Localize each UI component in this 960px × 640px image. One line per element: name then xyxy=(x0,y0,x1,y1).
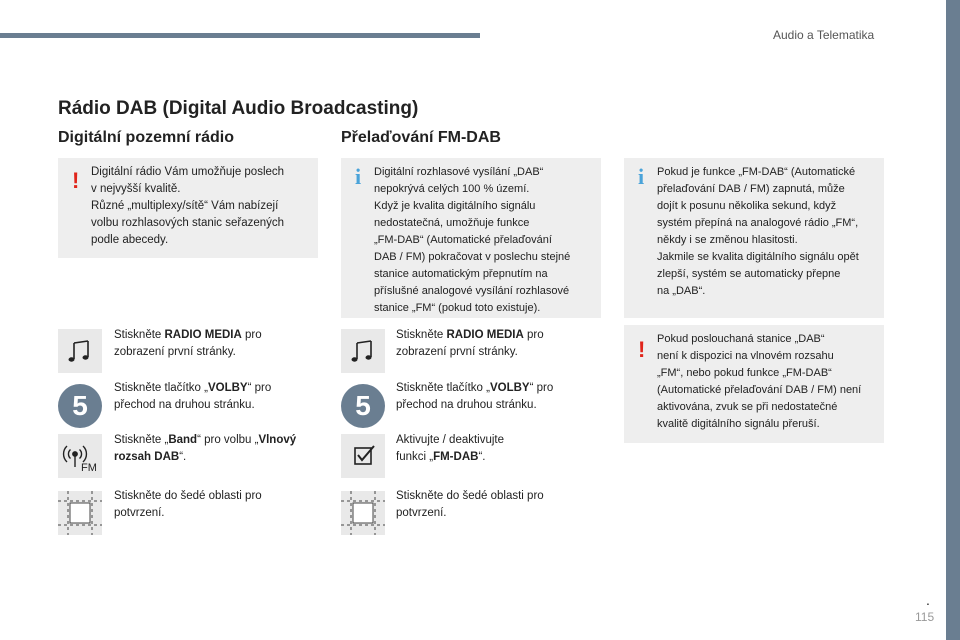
warning-icon: ! xyxy=(72,168,80,193)
section-label: Audio a Telematika xyxy=(773,28,875,42)
right-warning-box xyxy=(624,325,884,443)
info-icon: i xyxy=(638,164,645,189)
page-number: 115 xyxy=(915,610,935,624)
step-text: “ pro přechod na druhou stránku. xyxy=(396,382,554,411)
right-step-1 xyxy=(396,327,586,361)
step-text: Stiskněte xyxy=(114,329,165,341)
step-text: “ pro volbu „ xyxy=(197,434,259,446)
step-text: Aktivujte / deaktivujte funkci „ xyxy=(396,434,505,463)
right-step-3 xyxy=(396,432,536,466)
step-text: pro zobrazení první stránky. xyxy=(114,329,262,358)
left-step-3 xyxy=(114,432,319,466)
info-box-2-text: Pokud je funkce „FM-DAB“ (Automatické přelaďování DAB / FM) zapnutá, může dojít k posunu několika sekund, když systém přepíná na analogové rádio „FM“, někdy i se změnou hlasitosti. Jakmile se kvalita digitálního signálu opět zlepší, systém se automaticky přepne na „DAB“. xyxy=(657,166,859,297)
left-step-2 xyxy=(114,380,314,414)
step-bold: FM-DAB xyxy=(433,451,479,463)
step-text: “. xyxy=(478,451,486,463)
svg-text:FM: FM xyxy=(81,462,97,474)
step-text: Stiskněte do šedé oblasti pro potvrzení. xyxy=(114,490,262,519)
info-box-2 xyxy=(624,158,884,318)
step-bold: Vlnový rozsah DAB xyxy=(114,434,297,463)
step-bold: RADIO MEDIA xyxy=(164,329,242,341)
music-note-icon xyxy=(58,329,102,373)
step-bold: VOLBY xyxy=(489,382,530,394)
step-text: “. xyxy=(179,451,187,463)
grey-area-icon xyxy=(341,491,385,535)
step-text: Stiskněte „ xyxy=(114,434,169,446)
left-step-4 xyxy=(114,488,294,522)
header-rule xyxy=(0,33,480,38)
step-bold: RADIO MEDIA xyxy=(446,329,524,341)
right-heading: Přelaďování FM-DAB xyxy=(341,129,501,146)
warning-icon: ! xyxy=(638,337,646,362)
step-text: Stiskněte do šedé oblasti pro potvrzení. xyxy=(396,490,544,519)
page-title: Rádio DAB (Digital Audio Broadcasting) xyxy=(58,98,419,119)
right-step-4 xyxy=(396,488,576,522)
step-text: “ pro přechod na druhou stránku. xyxy=(114,382,272,411)
step-text: Stiskněte tlačítko „ xyxy=(396,382,490,394)
step-text: pro zobrazení první stránky. xyxy=(396,329,544,358)
page-edge-bar xyxy=(946,0,960,640)
info-box-1 xyxy=(341,158,601,318)
checkbox-toggle-icon xyxy=(341,434,385,478)
left-warning-text: Digitální rádio Vám umožňuje poslech v nejvyšší kvalitě. Různé „multiplexy/sítě“ Vám nabízejí volbu rozhlasových stanic seřazených podle abecedy. xyxy=(91,166,285,246)
radio-fm-icon xyxy=(58,434,102,478)
left-warning-box xyxy=(58,158,318,258)
step-number-badge: 5 xyxy=(58,384,102,428)
info-box-1-text: Digitální rozhlasové vysílání „DAB“ nepokrývá celých 100 % území. Když je kvalita digitálního signálu nedostatečná, umožňuje funkce „FM-DAB“ (Automatické přelaďování DAB / FM) pokračovat v poslechu stejné stanice automatickým přepnutím na příslušné analogové vysílání rozhlasové stanice „FM“ (pokud toto existuje). xyxy=(374,166,571,314)
step-bold: Band xyxy=(168,434,198,446)
step-number-badge: 5 xyxy=(341,384,385,428)
right-step-2 xyxy=(396,380,596,414)
right-warning-text: Pokud poslouchaná stanice „DAB“ není k dispozici na vlnovém rozsahu „FM“, nebo pokud funkce „FM-DAB“ (Automatické přelaďování DAB / FM) není aktivována, zvuk se při nedostatečné kvalitě digitálního signálu přeruší. xyxy=(657,333,862,430)
step-bold: VOLBY xyxy=(207,382,248,394)
step-text: Stiskněte tlačítko „ xyxy=(114,382,208,394)
music-note-icon xyxy=(341,329,385,373)
step-text: Stiskněte xyxy=(396,329,447,341)
left-heading: Digitální pozemní rádio xyxy=(58,129,235,146)
page-dot: . xyxy=(926,592,930,608)
info-icon: i xyxy=(355,164,362,189)
grey-area-icon xyxy=(58,491,102,535)
left-step-1 xyxy=(114,327,304,361)
